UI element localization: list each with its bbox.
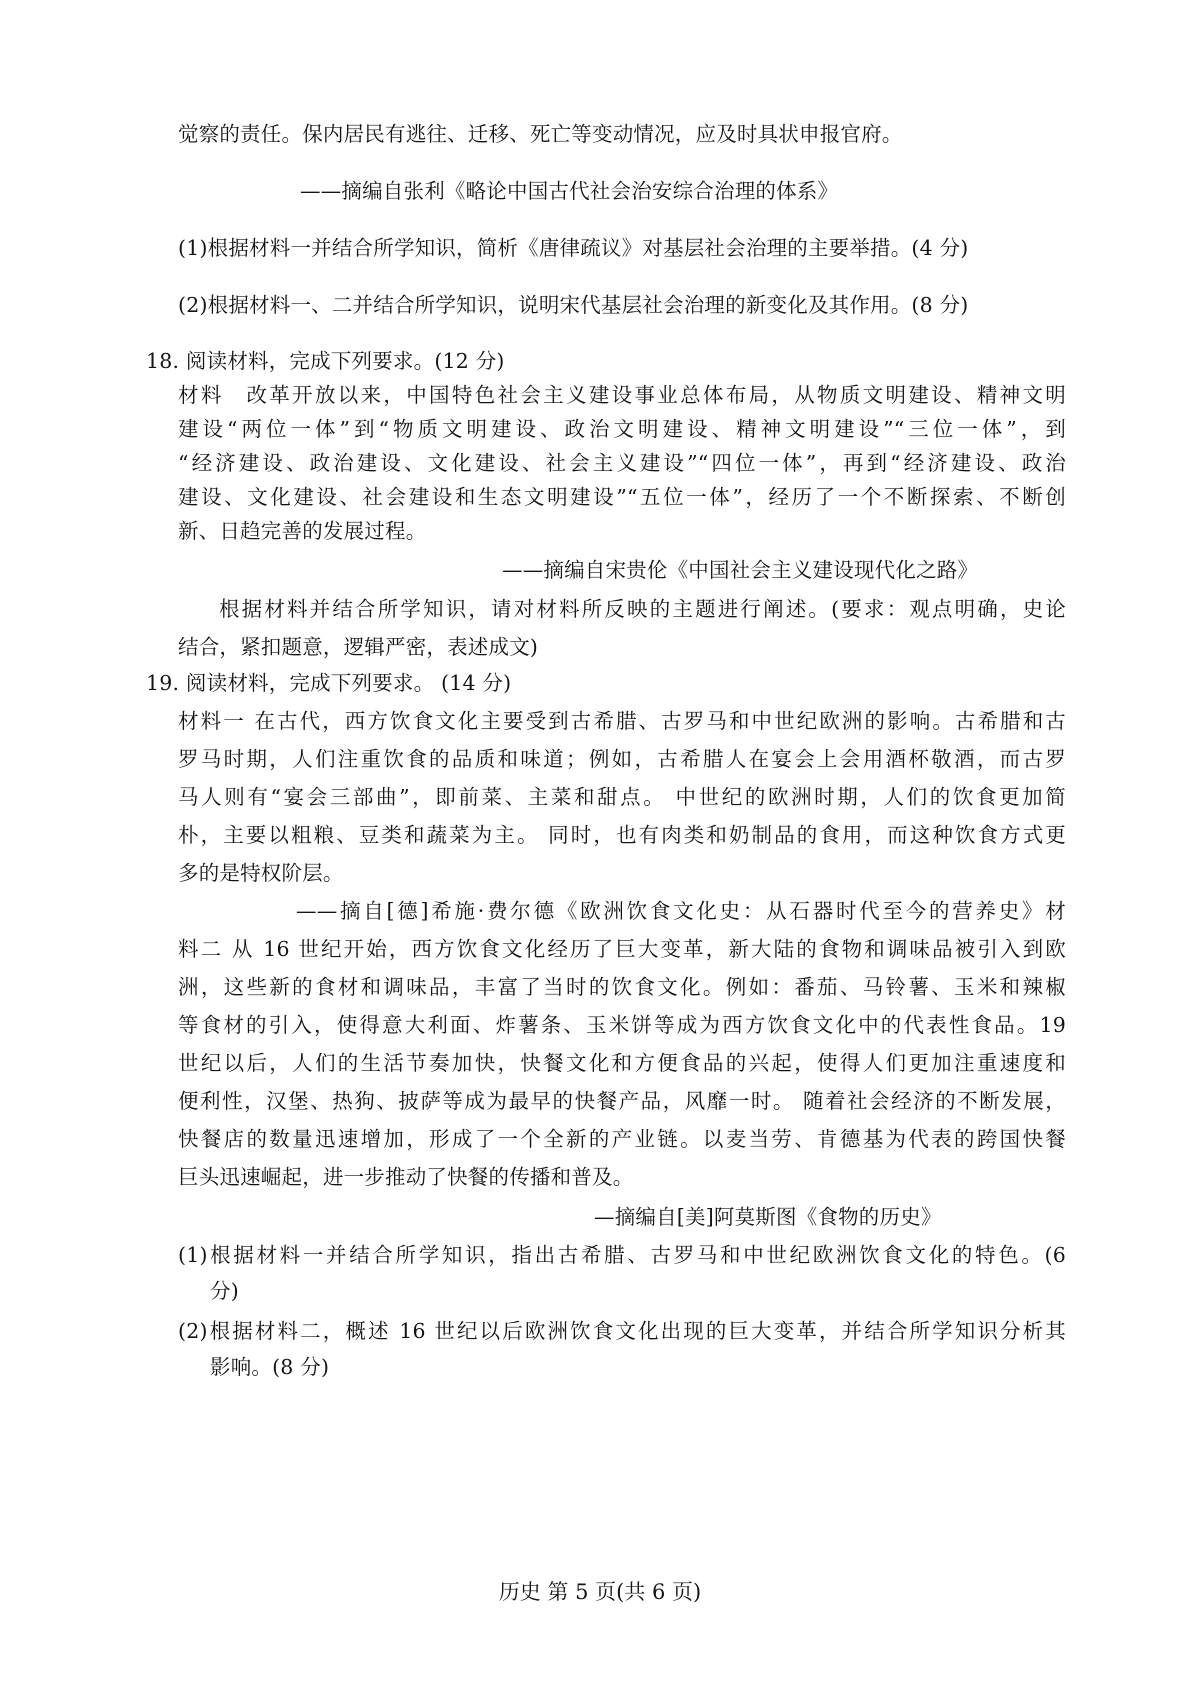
q17-sub-question-2: (2)根据材料一、二并结合所学知识，说明宋代基层社会治理的新变化及其作用。(8 分) xyxy=(178,293,969,317)
q18-task-line: 结合，紧扣题意，逻辑严密，表述成文) xyxy=(178,635,539,659)
q19-sub-question-2: (2)根据材料二，概述 16 世纪以后欧洲饮食文化出现的巨大变革，并结合所学知识分析其 xyxy=(178,1319,1066,1343)
q19-material1-line: 朴，主要以粗粮、豆类和蔬菜为主。 同时，也有肉类和奶制品的食用，而这种饮食方式更 xyxy=(178,823,1066,847)
q18-material-line: 材料 改革开放以来，中国特色社会主义建设事业总体布局，从物质文明建设、精神文明 xyxy=(178,383,1066,407)
q18-heading: 18. 阅读材料，完成下列要求。(12 分) xyxy=(146,349,505,373)
q18-material-line: 建设“两位一体”到“物质文明建设、政治文明建设、精神文明建设”“三位一体”，到 xyxy=(178,417,1066,441)
q19-material1-line: 罗马时期，人们注重饮食的品质和味道；例如，古希腊人在宴会上会用酒杯敬酒，而古罗 xyxy=(178,747,1066,771)
q18-material-line: “经济建设、政治建设、文化建设、社会主义建设”“四位一体”，再到“经济建设、政治 xyxy=(178,451,1066,475)
q18-source: ——摘编自宋贵伦《中国社会主义建设现代化之路》 xyxy=(502,558,979,582)
q19-sub-question-2-cont: 影响。(8 分) xyxy=(210,1355,330,1379)
q19-material2-line: 洲，这些新的食材和调味品，丰富了当时的饮食文化。例如：番茄、马铃薯、玉米和辣椒 xyxy=(178,975,1066,999)
q19-source1: ——摘自[德]希施·费尔德《欧洲饮食文化史：从石器时代至今的营养史》材 xyxy=(296,899,1066,923)
q18-task-line: 根据材料并结合所学知识，请对材料所反映的主题进行阐述。(要求：观点明确，史论 xyxy=(219,597,1066,621)
q19-material2-line: 便利性，汉堡、热狗、披萨等成为最早的快餐产品，风靡一时。 随着社会经济的不断发展， xyxy=(178,1089,1066,1113)
q19-material1-line: 马人则有“宴会三部曲”，即前菜、主菜和甜点。 中世纪的欧洲时期，人们的饮食更加简 xyxy=(178,785,1066,809)
q17-material-tail: 觉察的责任。保内居民有逃往、迁移、死亡等变动情况，应及时具状申报官府。 xyxy=(178,122,903,146)
q17-source: ——摘编自张利《略论中国古代社会治安综合治理的体系》 xyxy=(300,179,839,203)
q19-material2-line: 巨头迅速崛起，进一步推动了快餐的传播和普及。 xyxy=(178,1165,634,1189)
q19-sub-question-1: (1)根据材料一并结合所学知识，指出古希腊、古罗马和中世纪欧洲饮食文化的特色。(6 xyxy=(178,1243,1066,1267)
page-footer: 历史 第 5 页(共 6 页) xyxy=(498,1580,702,1604)
q19-material1-line: 多的是特权阶层。 xyxy=(178,861,344,885)
q18-material-line: 新、日趋完善的发展过程。 xyxy=(178,519,427,543)
q19-material2-line: 世纪以后，人们的生活节奏加快，快餐文化和方便食品的兴起，使得人们更加注重速度和 xyxy=(178,1051,1066,1075)
q19-material2-line: 料二 从 16 世纪开始，西方饮食文化经历了巨大变革，新大陆的食物和调味品被引入到欧 xyxy=(178,937,1066,961)
q19-material2-line: 等食材的引入，使得意大利面、炸薯条、玉米饼等成为西方饮食文化中的代表性食品。19 xyxy=(178,1013,1066,1037)
q19-material1-line: 材料一 在古代，西方饮食文化主要受到古希腊、古罗马和中世纪欧洲的影响。古希腊和古 xyxy=(178,709,1066,733)
q19-source2: —摘编自[美]阿莫斯图《食物的历史》 xyxy=(594,1205,942,1229)
q19-heading: 19. 阅读材料，完成下列要求。 (14 分) xyxy=(146,671,512,695)
q17-sub-question-1: (1)根据材料一并结合所学知识，简析《唐律疏议》对基层社会治理的主要举措。(4 分) xyxy=(178,236,969,260)
q19-sub-question-1-cont: 分) xyxy=(210,1279,239,1303)
q18-material-line: 建设、文化建设、社会建设和生态文明建设”“五位一体”，经历了一个不断探索、不断创 xyxy=(178,485,1066,509)
q19-material2-line: 快餐店的数量迅速增加，形成了一个全新的产业链。以麦当劳、肯德基为代表的跨国快餐 xyxy=(178,1127,1066,1151)
